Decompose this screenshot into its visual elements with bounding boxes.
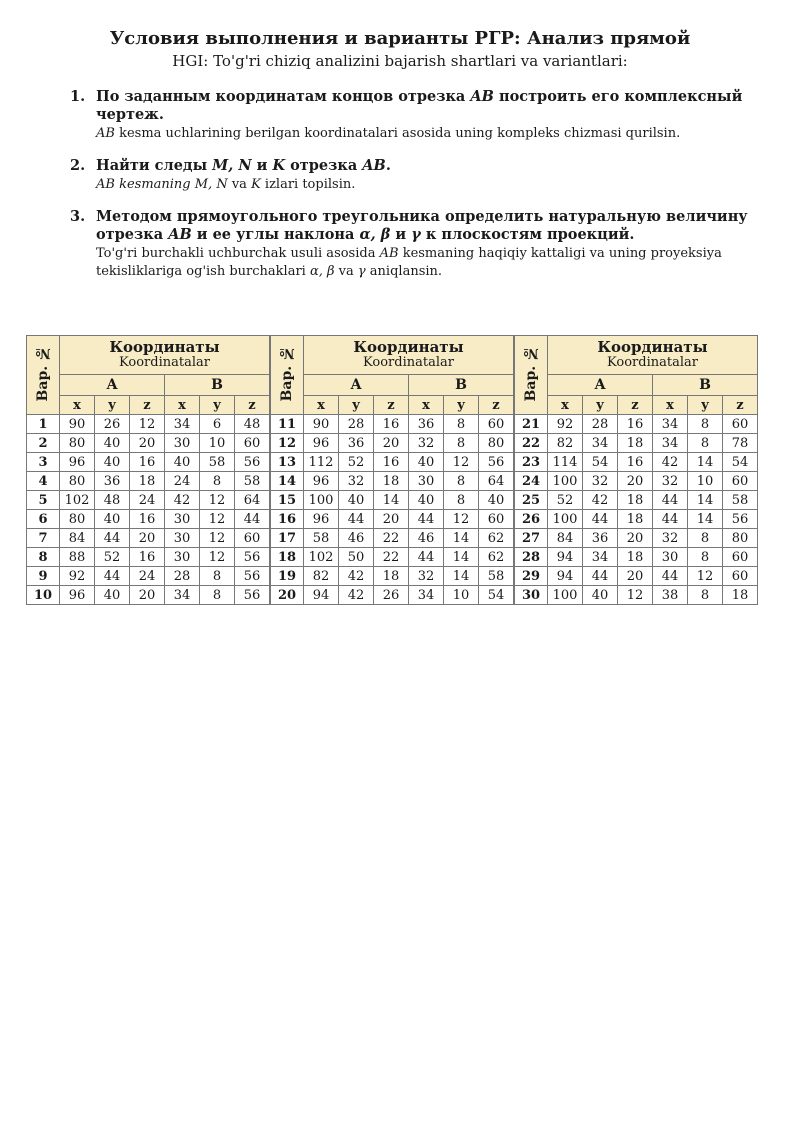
variant-number: 5 [27, 491, 60, 510]
coordinate-value: 14 [374, 491, 409, 510]
axis-header: y [583, 396, 618, 415]
coordinate-value: 40 [583, 586, 618, 605]
coordinate-value: 94 [548, 548, 583, 567]
variant-number: 7 [27, 529, 60, 548]
task-text-ru: По заданным координатам концов отрезка AB построить его комплексный чертеж. [96, 88, 743, 123]
table-row [515, 586, 758, 605]
coordinate-value: 10 [444, 586, 479, 605]
coordinate-value: 96 [60, 453, 95, 472]
axis-header: x [548, 396, 583, 415]
coordinate-value: 36 [95, 472, 130, 491]
variant-number: 12 [271, 434, 304, 453]
variant-number-header: Вар. № [515, 336, 548, 415]
coordinate-value: 48 [95, 491, 130, 510]
variant-number: 22 [515, 434, 548, 453]
coordinate-value: 44 [583, 510, 618, 529]
coordinate-value: 20 [618, 472, 653, 491]
coordinate-value: 42 [165, 491, 200, 510]
table-row [271, 453, 514, 472]
coordinate-value: 18 [618, 548, 653, 567]
coordinate-value: 16 [130, 548, 165, 567]
variant-number: 30 [515, 586, 548, 605]
coordinate-value: 42 [339, 586, 374, 605]
axis-header: y [95, 396, 130, 415]
coordinate-value: 36 [339, 434, 374, 453]
coordinate-value: 46 [339, 529, 374, 548]
table-row [271, 529, 514, 548]
coordinate-value: 80 [60, 434, 95, 453]
coordinate-value: 32 [583, 472, 618, 491]
coordinate-value: 84 [548, 529, 583, 548]
table-row [27, 472, 270, 491]
coordinate-value: 12 [200, 548, 235, 567]
coordinate-value: 60 [479, 510, 514, 529]
coordinate-value: 30 [165, 434, 200, 453]
variant-number: 27 [515, 529, 548, 548]
table-row [515, 434, 758, 453]
point-a-header: A [60, 375, 165, 396]
coordinate-value: 34 [583, 548, 618, 567]
coordinate-value: 14 [688, 453, 723, 472]
coordinate-value: 58 [479, 567, 514, 586]
variant-number: 11 [271, 415, 304, 434]
coordinate-value: 52 [339, 453, 374, 472]
table-row [27, 491, 270, 510]
coordinate-value: 8 [444, 415, 479, 434]
coordinate-value: 16 [130, 453, 165, 472]
coordinate-value: 96 [60, 586, 95, 605]
coordinate-value: 8 [200, 472, 235, 491]
coordinate-value: 44 [653, 491, 688, 510]
coordinate-value: 100 [304, 491, 339, 510]
coordinate-value: 96 [304, 510, 339, 529]
task-text-ru: Методом прямоугольного треугольника определить натуральную величину отрезка AB и ее углы наклона α, β и γ к плоскостям проекций. [96, 208, 748, 243]
coordinate-value: 88 [60, 548, 95, 567]
axis-header: y [200, 396, 235, 415]
axis-header: z [618, 396, 653, 415]
axis-header: z [374, 396, 409, 415]
table-row [515, 548, 758, 567]
task-text-uz: To'g'ri burchakli uchburchak usuli asosida AB kesmaning haqiqiy kattaligi va uning proyeksiya tekisliklariga og'ish burchaklari α, β va γ aniqlansin. [96, 246, 722, 279]
coordinate-value: 58 [200, 453, 235, 472]
coordinate-value: 30 [409, 472, 444, 491]
point-a-header: A [304, 375, 409, 396]
coordinate-value: 60 [235, 434, 270, 453]
table-row [27, 510, 270, 529]
table-row [271, 567, 514, 586]
coordinate-value: 44 [95, 567, 130, 586]
axis-header: x [60, 396, 95, 415]
table-row [271, 415, 514, 434]
coordinate-value: 18 [723, 586, 758, 605]
coordinate-value: 40 [95, 434, 130, 453]
variant-number: 15 [271, 491, 304, 510]
coordinate-value: 64 [235, 491, 270, 510]
coordinate-value: 14 [444, 548, 479, 567]
axis-header: z [130, 396, 165, 415]
coordinate-value: 100 [548, 510, 583, 529]
coordinate-value: 20 [374, 510, 409, 529]
coordinate-value: 102 [60, 491, 95, 510]
table-row [271, 510, 514, 529]
coordinate-value: 60 [723, 415, 758, 434]
table-row [271, 472, 514, 491]
table-row [27, 415, 270, 434]
axis-header: x [304, 396, 339, 415]
table-row [271, 434, 514, 453]
coordinate-value: 18 [618, 434, 653, 453]
coordinate-value: 32 [409, 434, 444, 453]
table-row [515, 453, 758, 472]
coordinate-value: 18 [618, 491, 653, 510]
coordinate-value: 20 [374, 434, 409, 453]
coordinate-value: 34 [653, 415, 688, 434]
table-row [271, 586, 514, 605]
task-text-ru: Найти следы M, N и K отрезка AB. [96, 157, 391, 174]
variant-number: 26 [515, 510, 548, 529]
variant-number: 2 [27, 434, 60, 453]
coordinate-value: 6 [200, 415, 235, 434]
axis-header: y [444, 396, 479, 415]
variant-number: 1 [27, 415, 60, 434]
coordinate-value: 62 [479, 548, 514, 567]
coordinate-value: 44 [339, 510, 374, 529]
coordinate-value: 58 [723, 491, 758, 510]
variant-number: 17 [271, 529, 304, 548]
axis-header: x [653, 396, 688, 415]
coordinate-value: 114 [548, 453, 583, 472]
coordinates-header: Координаты Koordinatalar [548, 336, 758, 375]
coordinate-value: 100 [548, 472, 583, 491]
coordinate-value: 26 [95, 415, 130, 434]
coordinate-value: 14 [688, 510, 723, 529]
coordinate-value: 24 [130, 567, 165, 586]
variant-number: 14 [271, 472, 304, 491]
coordinate-value: 80 [479, 434, 514, 453]
axis-header: z [723, 396, 758, 415]
coordinate-value: 50 [339, 548, 374, 567]
coordinate-value: 20 [130, 586, 165, 605]
coordinate-value: 12 [130, 415, 165, 434]
variant-number: 9 [27, 567, 60, 586]
variant-number: 13 [271, 453, 304, 472]
coordinate-value: 36 [409, 415, 444, 434]
coordinate-value: 56 [479, 453, 514, 472]
coordinate-value: 40 [95, 586, 130, 605]
coordinate-value: 18 [618, 510, 653, 529]
coordinate-value: 44 [235, 510, 270, 529]
table-row [271, 491, 514, 510]
coordinate-value: 36 [583, 529, 618, 548]
coordinate-value: 96 [304, 472, 339, 491]
task-number: 2. [70, 157, 86, 174]
coordinate-value: 112 [304, 453, 339, 472]
variant-number: 8 [27, 548, 60, 567]
table-row [27, 529, 270, 548]
coordinate-value: 12 [200, 529, 235, 548]
coordinate-value: 42 [583, 491, 618, 510]
coordinate-value: 56 [235, 548, 270, 567]
coordinate-value: 92 [60, 567, 95, 586]
coordinate-value: 44 [409, 548, 444, 567]
table-row [27, 586, 270, 605]
axis-header: x [409, 396, 444, 415]
coordinate-value: 42 [339, 567, 374, 586]
table-row [515, 472, 758, 491]
coordinate-value: 34 [583, 434, 618, 453]
table-row [271, 548, 514, 567]
task-text-uz: AB kesmaning M, N va K izlari topilsin. [96, 177, 356, 192]
coordinate-value: 60 [723, 548, 758, 567]
coordinate-value: 40 [479, 491, 514, 510]
variant-number: 23 [515, 453, 548, 472]
coordinate-value: 40 [339, 491, 374, 510]
page-title: Условия выполнения и варианты РГР: Анализ прямой [109, 28, 691, 49]
variant-number: 29 [515, 567, 548, 586]
coordinate-value: 54 [583, 453, 618, 472]
variant-number: 6 [27, 510, 60, 529]
axis-header: z [235, 396, 270, 415]
coordinate-value: 8 [688, 548, 723, 567]
axis-header: y [339, 396, 374, 415]
coordinate-value: 8 [444, 434, 479, 453]
variant-number: 25 [515, 491, 548, 510]
coordinate-value: 80 [723, 529, 758, 548]
coordinate-value: 16 [618, 453, 653, 472]
coordinates-header: Координаты Koordinatalar [304, 336, 514, 375]
variant-number-header: Вар. № [271, 336, 304, 415]
coordinate-value: 8 [200, 586, 235, 605]
task-number: 1. [70, 88, 86, 105]
coordinate-value: 38 [653, 586, 688, 605]
coordinate-value: 44 [95, 529, 130, 548]
coordinate-value: 20 [618, 529, 653, 548]
coordinate-value: 62 [479, 529, 514, 548]
coordinate-value: 80 [60, 472, 95, 491]
coordinate-value: 16 [374, 415, 409, 434]
coordinates-table-2 [270, 335, 514, 605]
coordinate-value: 40 [409, 453, 444, 472]
coordinates-table-1 [26, 335, 270, 605]
coordinate-value: 100 [548, 586, 583, 605]
coordinate-value: 40 [95, 510, 130, 529]
coordinate-value: 10 [200, 434, 235, 453]
coordinate-value: 80 [60, 510, 95, 529]
table-row [515, 491, 758, 510]
variant-number: 24 [515, 472, 548, 491]
coordinate-value: 8 [200, 567, 235, 586]
coordinate-value: 24 [165, 472, 200, 491]
coordinate-value: 60 [479, 415, 514, 434]
point-b-header: B [653, 375, 758, 396]
coordinate-value: 12 [200, 491, 235, 510]
coordinate-value: 56 [235, 567, 270, 586]
coordinates-table-3 [514, 335, 758, 605]
coordinate-value: 32 [653, 529, 688, 548]
table-row [27, 434, 270, 453]
coordinate-value: 18 [130, 472, 165, 491]
coordinate-value: 82 [548, 434, 583, 453]
variant-number: 28 [515, 548, 548, 567]
coordinate-value: 8 [444, 491, 479, 510]
coordinate-value: 18 [374, 567, 409, 586]
coordinate-value: 28 [339, 415, 374, 434]
variant-number: 20 [271, 586, 304, 605]
coordinate-value: 92 [548, 415, 583, 434]
task-list [70, 88, 750, 295]
coordinate-value: 64 [479, 472, 514, 491]
coordinate-value: 12 [688, 567, 723, 586]
coordinate-value: 78 [723, 434, 758, 453]
coordinate-value: 8 [688, 586, 723, 605]
coordinate-value: 30 [165, 529, 200, 548]
task-1 [70, 88, 750, 143]
coordinate-value: 44 [653, 567, 688, 586]
coordinate-value: 20 [618, 567, 653, 586]
coordinate-value: 32 [409, 567, 444, 586]
table-row [27, 567, 270, 586]
variant-number: 18 [271, 548, 304, 567]
coordinate-value: 34 [409, 586, 444, 605]
coordinate-value: 44 [653, 510, 688, 529]
coordinate-value: 14 [444, 529, 479, 548]
coordinate-value: 56 [235, 453, 270, 472]
coordinate-value: 34 [165, 415, 200, 434]
coordinate-value: 22 [374, 529, 409, 548]
task-2 [70, 157, 750, 194]
variants-tables [26, 335, 758, 605]
coordinate-value: 42 [653, 453, 688, 472]
coordinate-value: 90 [304, 415, 339, 434]
coordinate-value: 44 [583, 567, 618, 586]
table-row [515, 510, 758, 529]
coordinate-value: 90 [60, 415, 95, 434]
coordinate-value: 12 [200, 510, 235, 529]
coordinate-value: 26 [374, 586, 409, 605]
coordinate-value: 56 [723, 510, 758, 529]
coordinate-value: 34 [653, 434, 688, 453]
task-3 [70, 208, 750, 281]
coordinate-value: 60 [723, 472, 758, 491]
axis-header: y [688, 396, 723, 415]
variant-number: 3 [27, 453, 60, 472]
coordinate-value: 16 [130, 510, 165, 529]
coordinate-value: 8 [688, 529, 723, 548]
coordinate-value: 96 [304, 434, 339, 453]
coordinate-value: 40 [165, 453, 200, 472]
coordinate-value: 48 [235, 415, 270, 434]
coordinate-value: 20 [130, 434, 165, 453]
coordinate-value: 22 [374, 548, 409, 567]
coordinate-value: 14 [688, 491, 723, 510]
coordinate-value: 14 [444, 567, 479, 586]
coordinate-value: 12 [444, 453, 479, 472]
coordinate-value: 60 [723, 567, 758, 586]
coordinate-value: 52 [95, 548, 130, 567]
coordinate-value: 40 [409, 491, 444, 510]
coordinate-value: 28 [165, 567, 200, 586]
page-subtitle: HGI: To'g'ri chiziq analizini bajarish shartlari va variantlari: [172, 52, 628, 70]
coordinate-value: 20 [130, 529, 165, 548]
coordinates-header: Координаты Koordinatalar [60, 336, 270, 375]
variant-number-header: Вар. № [27, 336, 60, 415]
coordinate-value: 54 [479, 586, 514, 605]
table-row [27, 453, 270, 472]
axis-header: z [479, 396, 514, 415]
table-row [27, 548, 270, 567]
coordinate-value: 94 [304, 586, 339, 605]
coordinate-value: 16 [374, 453, 409, 472]
coordinate-value: 32 [339, 472, 374, 491]
coordinate-value: 16 [618, 415, 653, 434]
coordinate-value: 84 [60, 529, 95, 548]
coordinate-value: 8 [688, 434, 723, 453]
coordinate-value: 18 [374, 472, 409, 491]
coordinate-value: 54 [723, 453, 758, 472]
coordinate-value: 30 [653, 548, 688, 567]
coordinate-value: 56 [235, 586, 270, 605]
task-text-uz: AB kesma uchlarining berilgan koordinatalari asosida uning kompleks chizmasi qurilsin. [96, 126, 681, 141]
point-b-header: B [409, 375, 514, 396]
coordinate-value: 32 [653, 472, 688, 491]
table-row [515, 567, 758, 586]
coordinate-value: 30 [165, 548, 200, 567]
point-b-header: B [165, 375, 270, 396]
variant-number: 19 [271, 567, 304, 586]
coordinate-value: 44 [409, 510, 444, 529]
point-a-header: A [548, 375, 653, 396]
coordinate-value: 52 [548, 491, 583, 510]
coordinate-value: 10 [688, 472, 723, 491]
coordinate-value: 8 [688, 415, 723, 434]
coordinate-value: 58 [304, 529, 339, 548]
variant-number: 10 [27, 586, 60, 605]
axis-header: x [165, 396, 200, 415]
variant-number: 4 [27, 472, 60, 491]
coordinate-value: 82 [304, 567, 339, 586]
coordinate-value: 12 [444, 510, 479, 529]
coordinate-value: 60 [235, 529, 270, 548]
coordinate-value: 102 [304, 548, 339, 567]
variant-number: 16 [271, 510, 304, 529]
coordinate-value: 34 [165, 586, 200, 605]
table-row [515, 415, 758, 434]
coordinate-value: 8 [444, 472, 479, 491]
coordinate-value: 58 [235, 472, 270, 491]
variant-number: 21 [515, 415, 548, 434]
coordinate-value: 46 [409, 529, 444, 548]
table-row [515, 529, 758, 548]
coordinate-value: 94 [548, 567, 583, 586]
task-number: 3. [70, 208, 86, 225]
coordinate-value: 30 [165, 510, 200, 529]
coordinate-value: 24 [130, 491, 165, 510]
coordinate-value: 40 [95, 453, 130, 472]
coordinate-value: 12 [618, 586, 653, 605]
coordinate-value: 28 [583, 415, 618, 434]
